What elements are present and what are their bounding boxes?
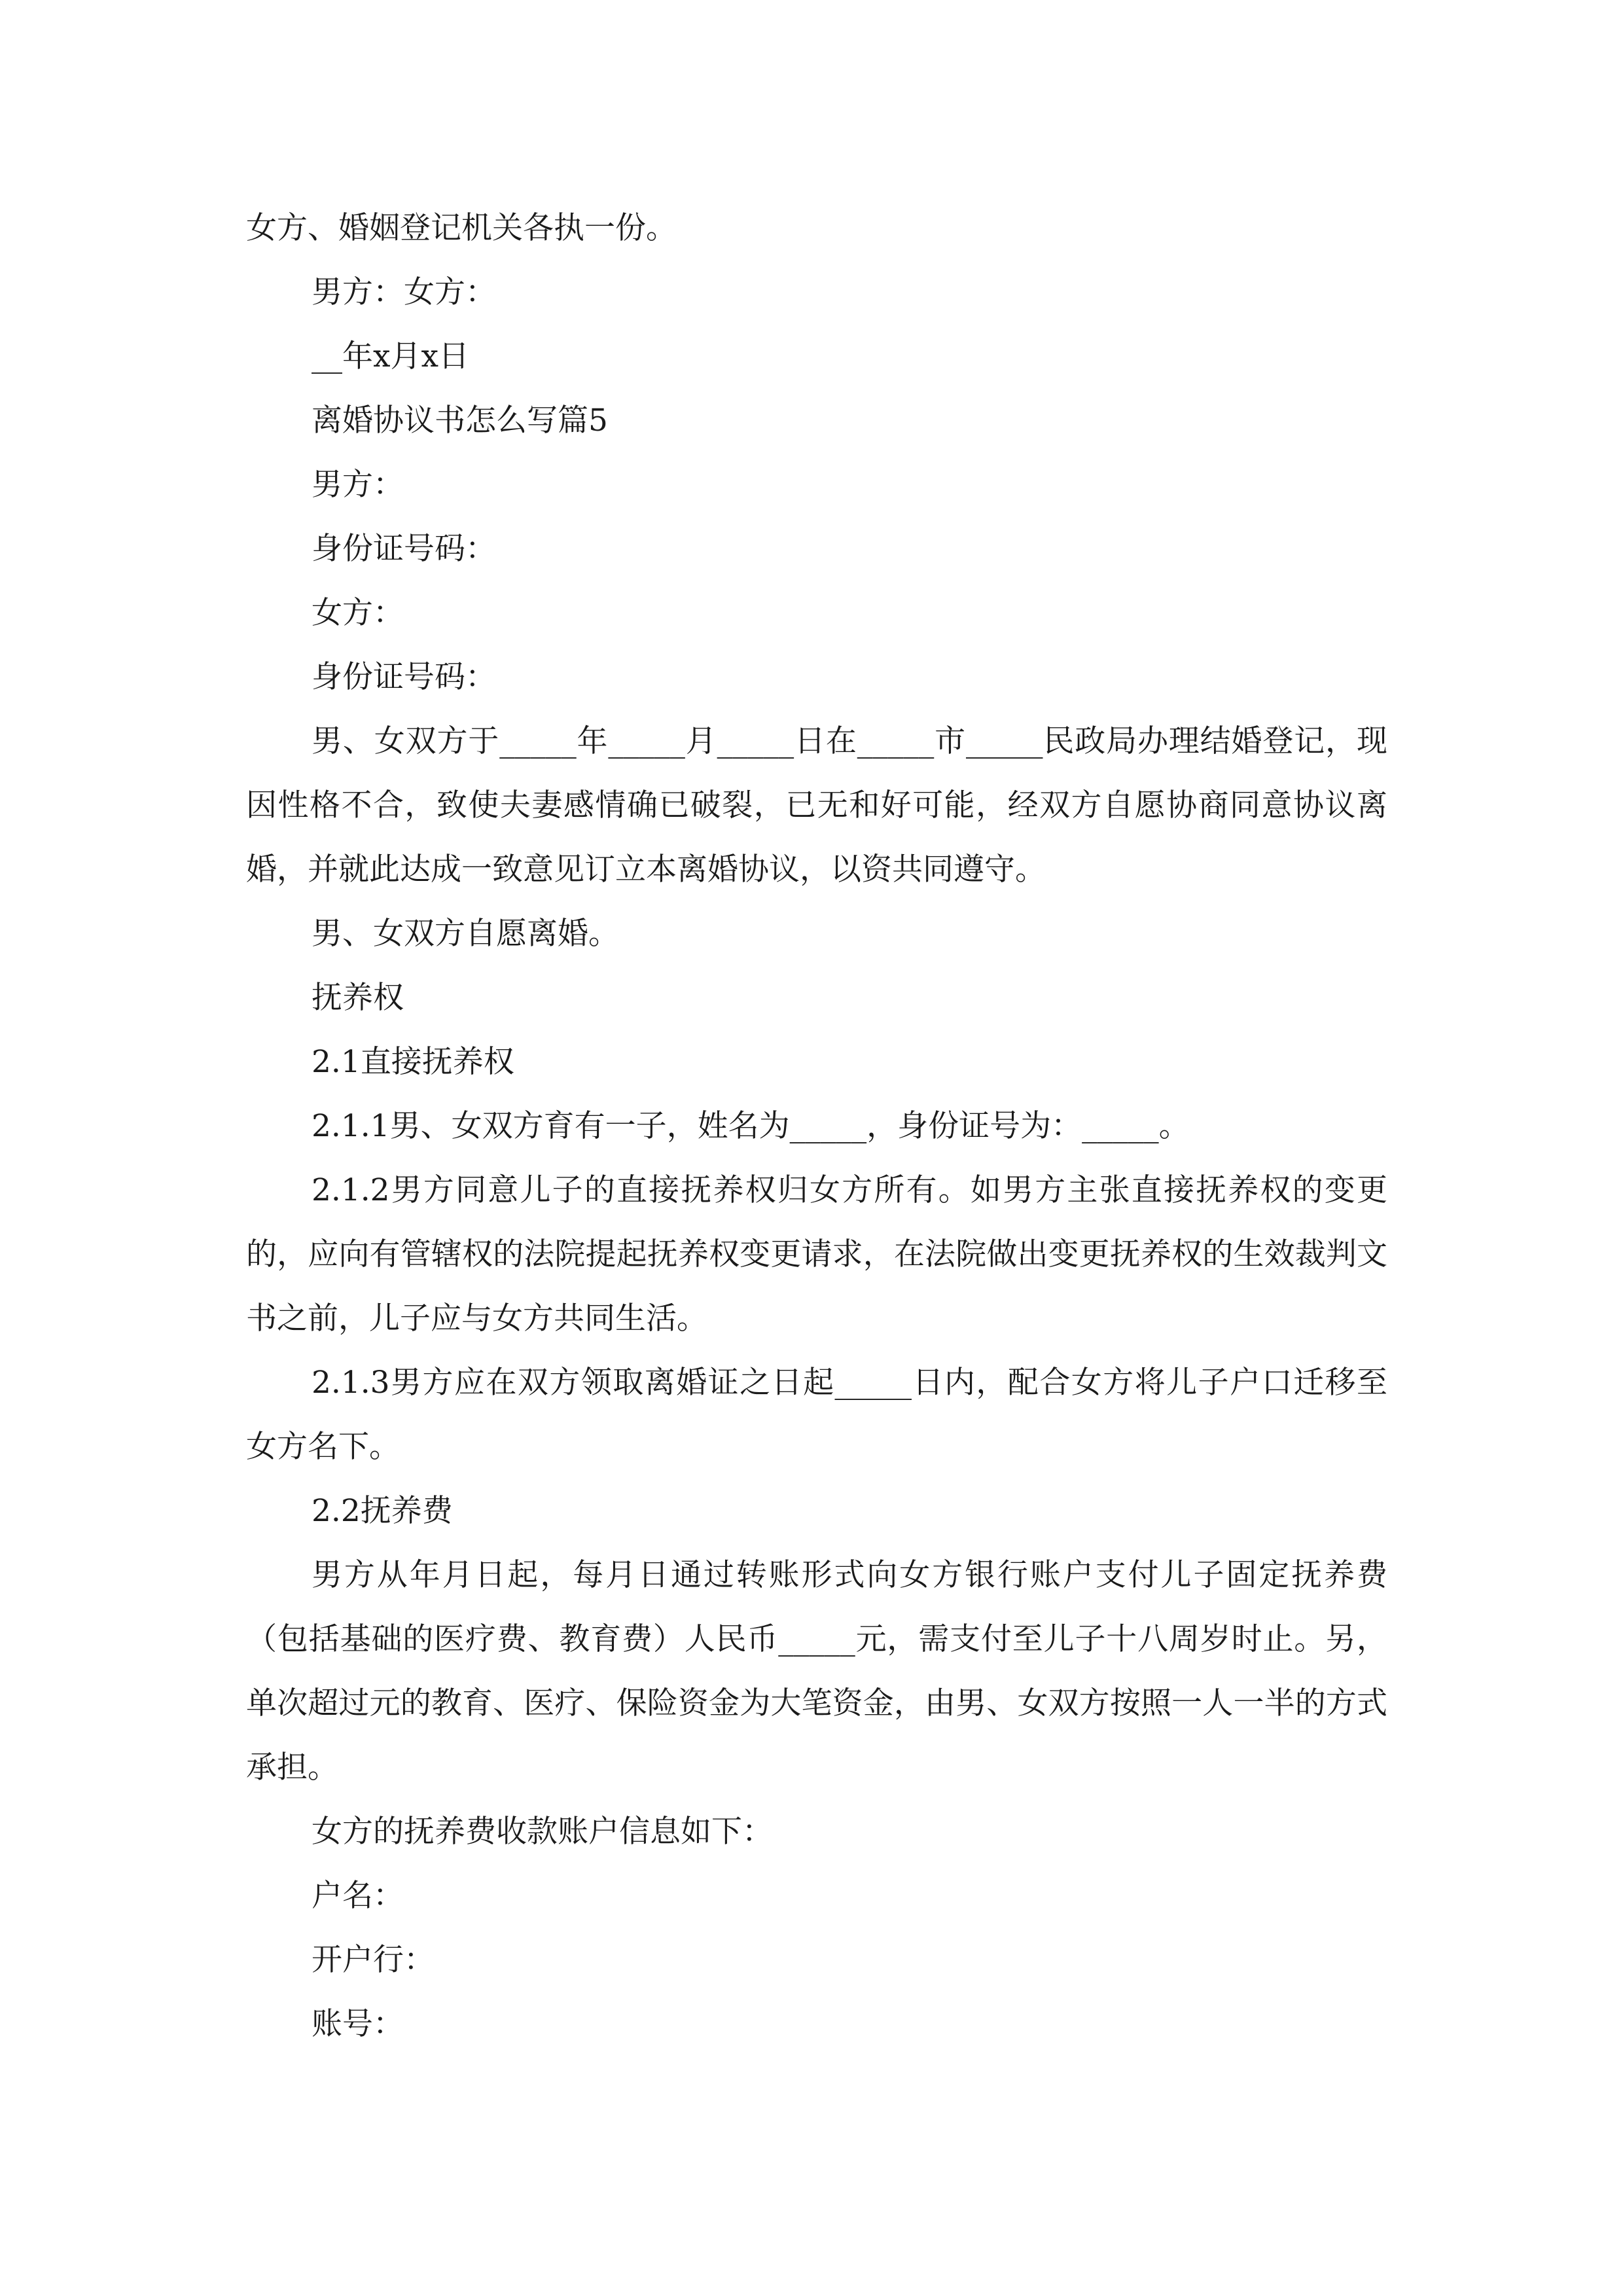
paragraph-child-support: 男方从年月日起，每月日通过转账形式向女方银行账户支付儿子固定抚养费（包括基础的医疗费、教育费）人民币_____元，需支付至儿子十八周岁时止。另，单次超过元的教育、医疗、保险资金为大笔资金，由男、女双方按照一人一半的方式承担。 (246, 1557, 1387, 1785)
document-body (246, 196, 1387, 2056)
paragraph-marriage-registration: 男、女双方于_____年_____月_____日在_____市_____民政局办理结婚登记，现因性格不合，致使夫妻感情确已破裂，已无和好可能，经双方自愿协商同意协议离婚，并就此达成一致意见订立本离婚协议，以资共同遵守。 (246, 723, 1387, 888)
female-id-line: 身份证号码： (312, 659, 496, 695)
heading-custody: 抚养权 (312, 980, 404, 1016)
heading-direct-custody: 2.1直接抚养权 (312, 1044, 514, 1080)
account-bank-line: 开户行： (312, 1942, 435, 1978)
date-line: __年x月x日 (312, 338, 470, 374)
male-id-line: 身份证号码： (312, 531, 496, 567)
signature-line: 男方：女方： (312, 274, 496, 310)
paragraph-copies-note: 女方、婚姻登记机关各执一份。 (246, 210, 677, 246)
account-number-line: 账号： (312, 2006, 404, 2042)
heading-child-support: 2.2抚养费 (312, 1493, 453, 1529)
account-name-line: 户名： (312, 1878, 404, 1914)
clause-2-1-2: 2.1.2男方同意儿子的直接抚养权归女方所有。如男方主张直接抚养权的变更的，应向有管辖权的法院提起抚养权变更请求，在法院做出变更抚养权的生效裁判文书之前，儿子应与女方共同生活。 (246, 1172, 1387, 1336)
paragraph-voluntary-divorce: 男、女双方自愿离婚。 (312, 916, 619, 952)
account-info-intro: 女方的抚养费收款账户信息如下： (312, 1814, 773, 1850)
clause-2-1-1: 2.1.1男、女双方育有一子，姓名为_____，身份证号为：_____。 (312, 1108, 1190, 1144)
clause-2-1-3: 2.1.3男方应在双方领取离婚证之日起_____日内，配合女方将儿子户口迁移至女方名下。 (246, 1365, 1387, 1465)
section-title: 离婚协议书怎么写篇5 (312, 403, 608, 439)
female-party-line: 女方： (312, 595, 404, 631)
male-party-line: 男方： (312, 467, 404, 503)
